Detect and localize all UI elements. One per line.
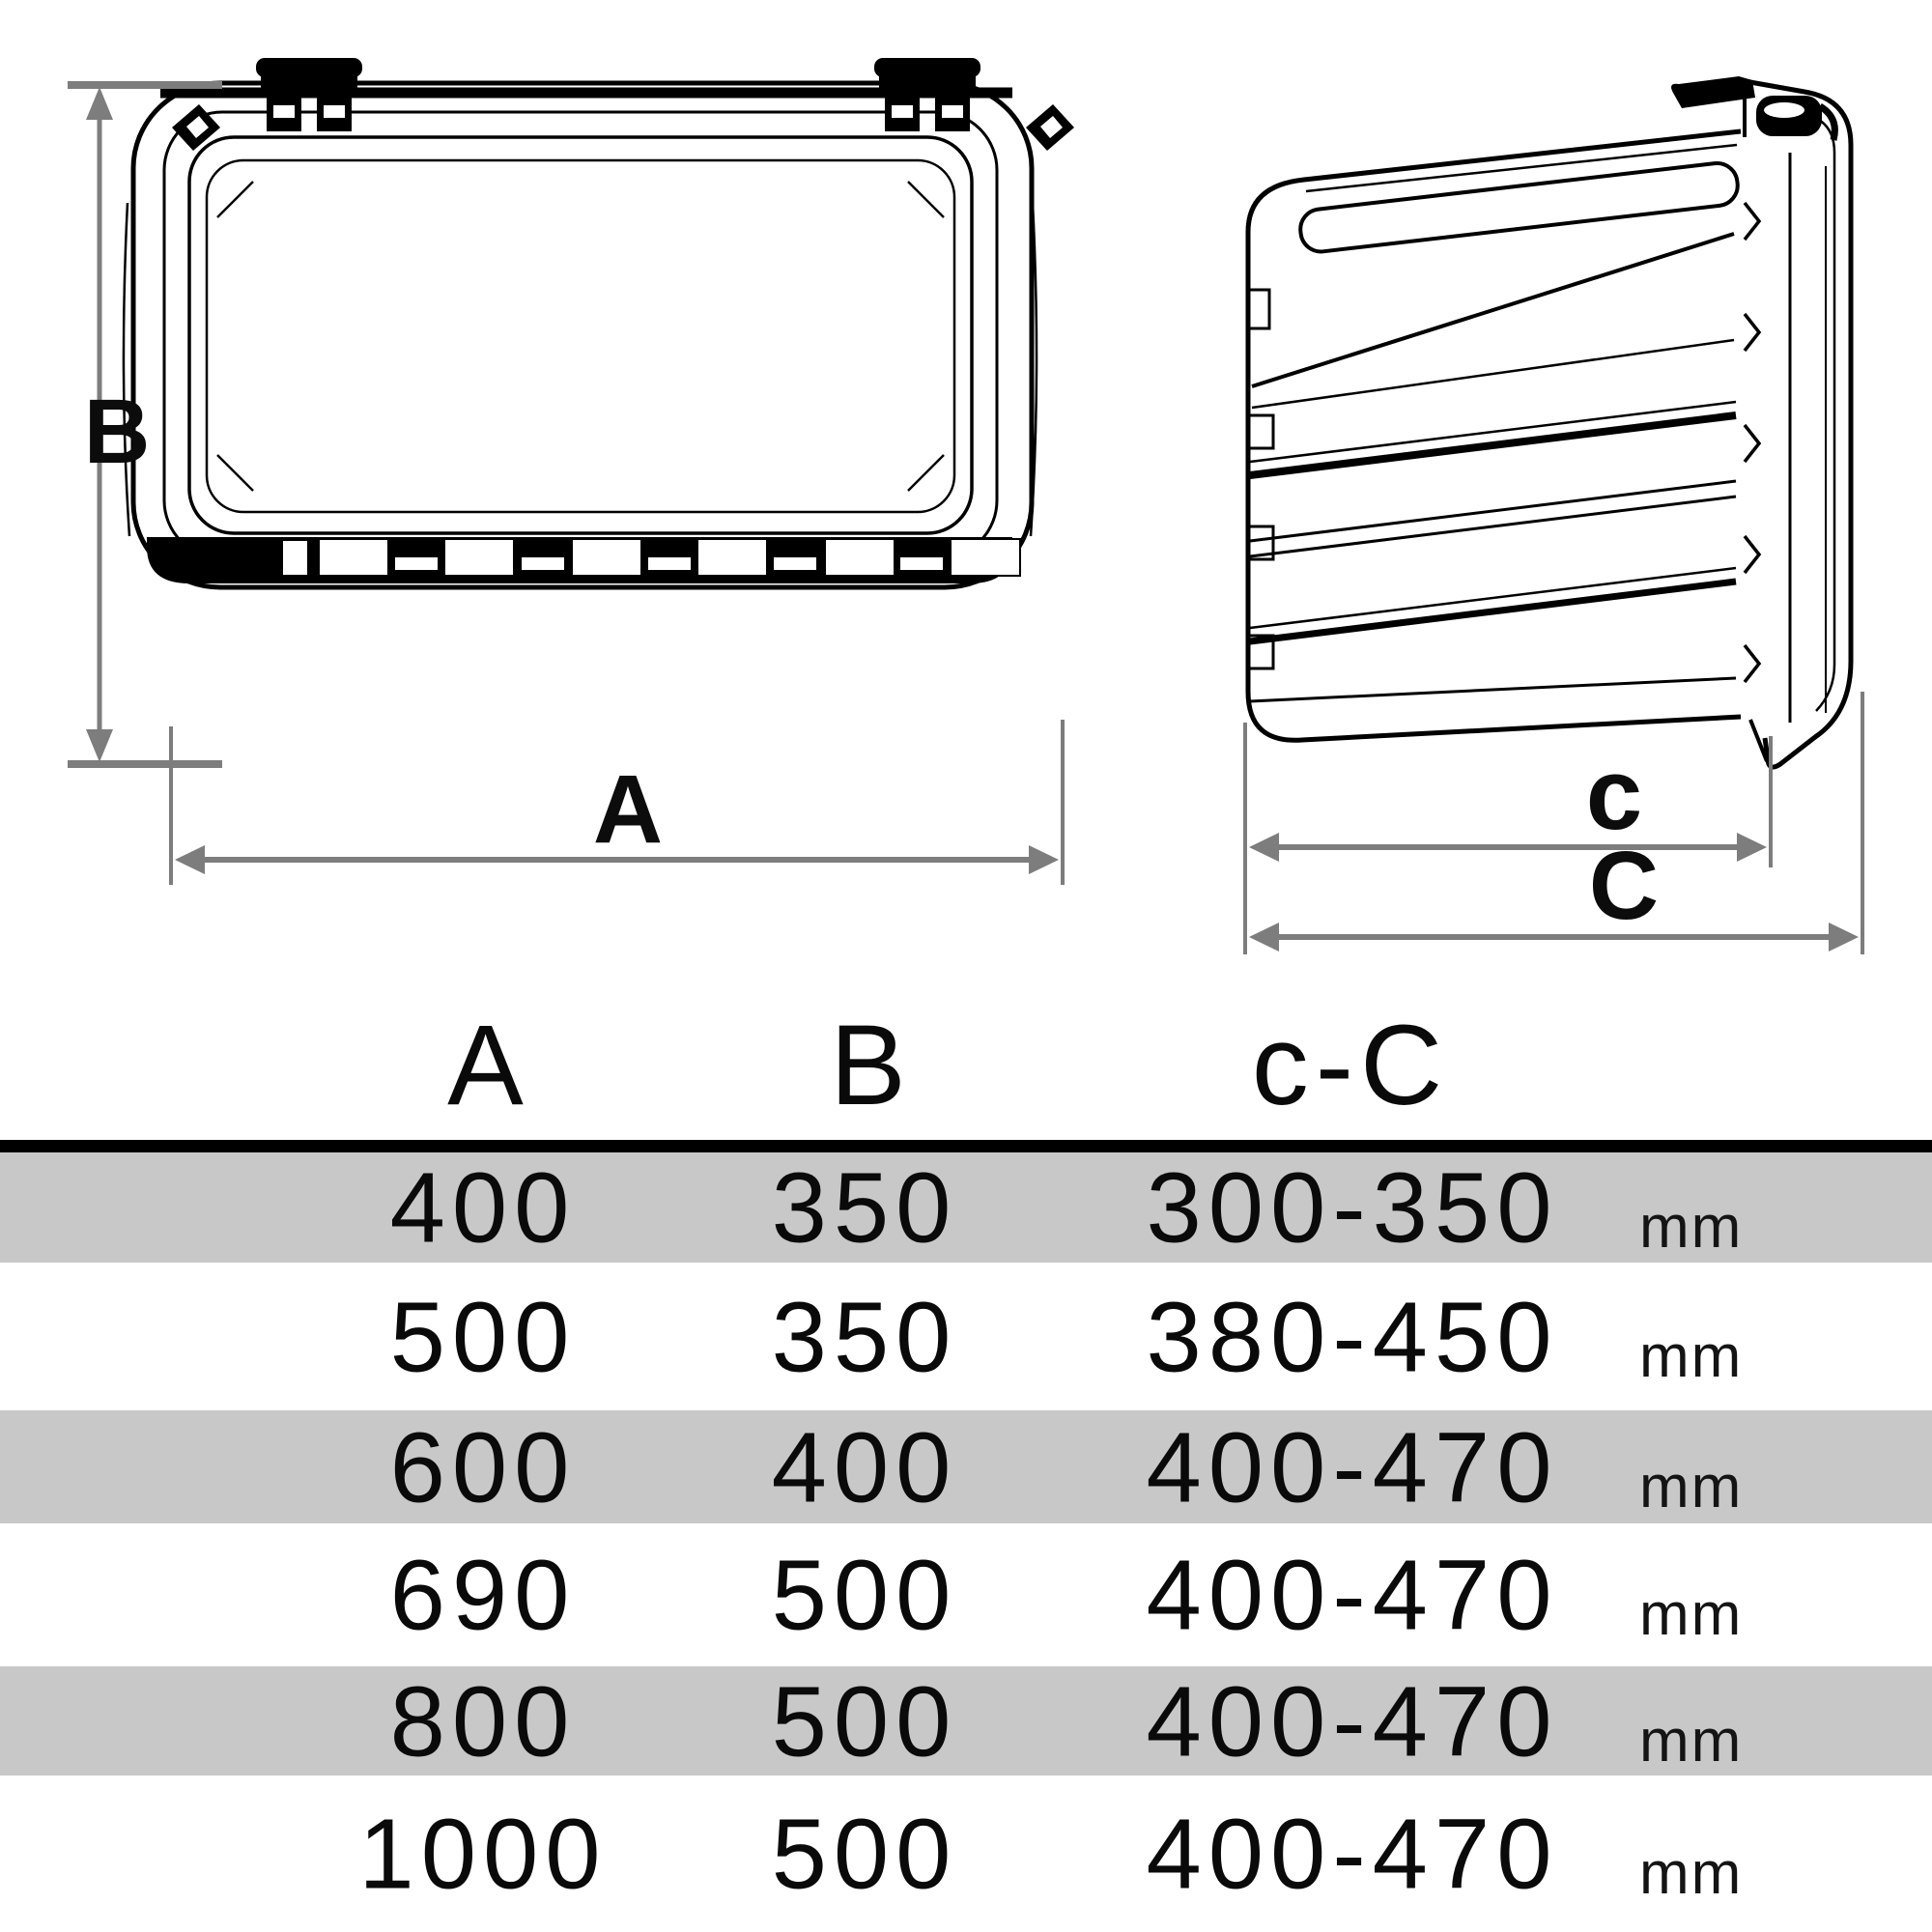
dim-C-arrow-right [1829, 923, 1859, 952]
cell-height: 350 [771, 1151, 958, 1264]
table-header [0, 1002, 1932, 1140]
dim-a-arrow-right [1029, 845, 1059, 874]
header-divider-bar [0, 1140, 1932, 1152]
dim-C-label: C [1588, 832, 1660, 940]
dimension-c-inner [1245, 723, 1771, 954]
cell-height: 500 [771, 1665, 958, 1776]
cell-height: 500 [771, 1798, 958, 1910]
header-col-cc: c-C [1251, 1002, 1450, 1129]
cell-unit: mm [1639, 1707, 1744, 1775]
cell-unit: mm [1639, 1322, 1744, 1390]
table-row [0, 1410, 1932, 1523]
table-row [0, 1776, 1932, 1932]
cell-unit: mm [1639, 1581, 1744, 1648]
front-left-bulge-line [124, 203, 129, 536]
cell-height: 500 [771, 1539, 958, 1651]
cell-width: 690 [389, 1539, 577, 1651]
table-row [0, 1263, 1932, 1410]
cell-depth-range: 380-450 [1146, 1281, 1559, 1392]
table-row [0, 1152, 1932, 1263]
cell-width: 400 [389, 1151, 577, 1264]
cell-width: 500 [389, 1281, 577, 1392]
front-view-drawing [124, 58, 1074, 587]
cell-depth-range: 400-470 [1146, 1411, 1559, 1522]
cell-width: 800 [389, 1665, 577, 1776]
header-col-b: B [830, 1002, 913, 1129]
dim-c-label: c [1585, 738, 1643, 851]
dimension-a [171, 720, 1063, 885]
cell-depth-range: 300-350 [1146, 1151, 1559, 1264]
cell-depth-range: 400-470 [1146, 1665, 1559, 1776]
bottom-hinge-band [147, 537, 1020, 583]
table-row [0, 1666, 1932, 1776]
cell-height: 400 [771, 1411, 958, 1522]
dim-b-arrow-up [86, 87, 113, 120]
dim-C-arrow-left [1249, 923, 1279, 952]
cell-unit: mm [1639, 1453, 1744, 1520]
cell-depth-range: 400-470 [1146, 1798, 1559, 1910]
side-top-flange [1671, 76, 1834, 140]
dim-c-arrow-right [1737, 833, 1767, 862]
dim-b-label: B [83, 381, 151, 483]
cell-height: 350 [771, 1281, 958, 1392]
cell-depth-range: 400-470 [1146, 1539, 1559, 1651]
cell-width: 1000 [358, 1798, 608, 1910]
cell-width: 600 [389, 1411, 577, 1522]
dim-c-arrow-left [1249, 833, 1279, 862]
cell-unit: mm [1639, 1840, 1744, 1907]
header-col-a: A [447, 1002, 530, 1129]
size-table [0, 1002, 1932, 1932]
dim-a-label: A [592, 755, 664, 864]
cell-unit: mm [1639, 1194, 1744, 1261]
side-body [1248, 131, 1741, 740]
dim-b-arrow-down [86, 729, 113, 762]
dim-a-arrow-left [175, 845, 205, 874]
side-view-drawing [1248, 76, 1851, 767]
table-row [0, 1523, 1932, 1666]
side-lid [1745, 81, 1851, 767]
